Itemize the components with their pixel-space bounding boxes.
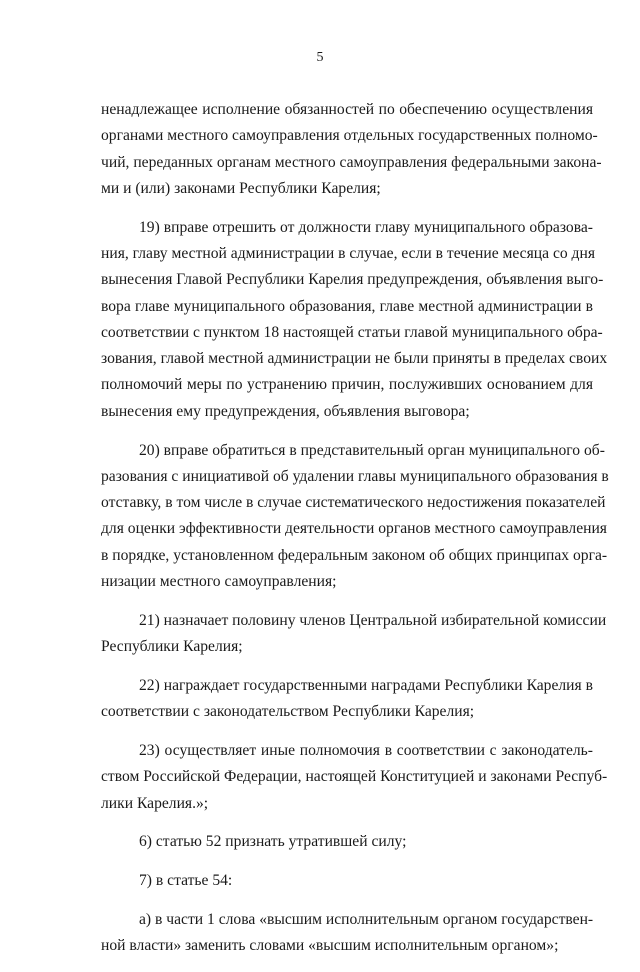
text-line: лики Карелия.»; [101,794,209,812]
text-line: вынесения ему предупреждения, объявления выговора; [101,402,470,420]
text-line: 23) осуществляет иные полномочия в соответствии с законодатель- [139,742,593,760]
text-line: чий, переданных органам местного самоуправления федеральными закона- [101,153,602,171]
text-line: 6) статью 52 признать утратившей силу; [139,833,407,851]
paragraph-item-20 [101,438,609,596]
document-body [101,97,609,972]
text-line: разования с инициативой об удалении главы муниципального образования в [101,467,609,485]
text-line: 19) вправе отрешить от должности главу муниципального образова- [139,218,593,236]
text-line: полномочий меры по устранению причин, послуживших основанием для [101,376,593,394]
text-line: Республики Карелия; [101,638,243,656]
paragraph-item-6 [101,829,593,855]
text-line: 22) награждает государственными наградами Республики Карелия в [139,676,593,694]
text-line: ненадлежащее исполнение обязанностей по обеспечению осуществления [101,101,593,118]
text-line: низации местного самоуправления; [101,573,337,591]
text-line: 20) вправе обратиться в представительный орган муниципального об- [139,441,605,459]
text-line: 21) назначает половину членов Центральной избирательной комиссии [139,611,607,629]
paragraph-subitem-a [101,907,593,960]
text-line: соответствии с пунктом 18 настоящей статьи главой муниципального обра- [101,323,603,341]
text-line: ством Российской Федерации, настоящей Конституцией и законами Респуб- [101,768,608,786]
paragraph-item-19 [101,215,608,425]
page-number: 5 [316,50,324,65]
text-line: ной власти» заменить словами «высшим исполнительным органом»; [101,937,559,955]
text-line: соответствии с законодательством Республики Карелия; [101,703,475,721]
text-line: вора главе муниципального образования, главе местной администрации в [101,297,593,315]
text-line: отставку, в том числе в случае систематического недостижения показателей [101,494,606,512]
text-line: органами местного самоуправления отдельных государственных полномо- [101,127,598,145]
paragraph-item-7 [101,868,593,894]
text-line: а) в части 1 слова «высшим исполнительным органом государствен- [139,911,594,929]
text-line: ния, главу местной администрации в случае, если в течение месяца со дня [101,244,596,262]
text-line: вынесения Главой Республики Карелия предупреждения, объявления выго- [101,271,604,289]
text-line: для оценки эффективности деятельности органов местного самоуправления [101,520,607,538]
paragraph-intro-continuation [101,97,602,202]
paragraph-item-22 [101,673,593,726]
text-line: в порядке, установленном федеральным законом об общих принципах орга- [101,546,608,564]
text-line: ми и (или) законами Республики Карелия; [101,179,381,197]
paragraph-item-21 [101,608,607,661]
paragraph-item-23 [101,738,608,817]
text-line: 7) в статье 54: [139,872,233,890]
text-line: зования, главой местной администрации не были приняты в пределах своих [101,350,608,368]
